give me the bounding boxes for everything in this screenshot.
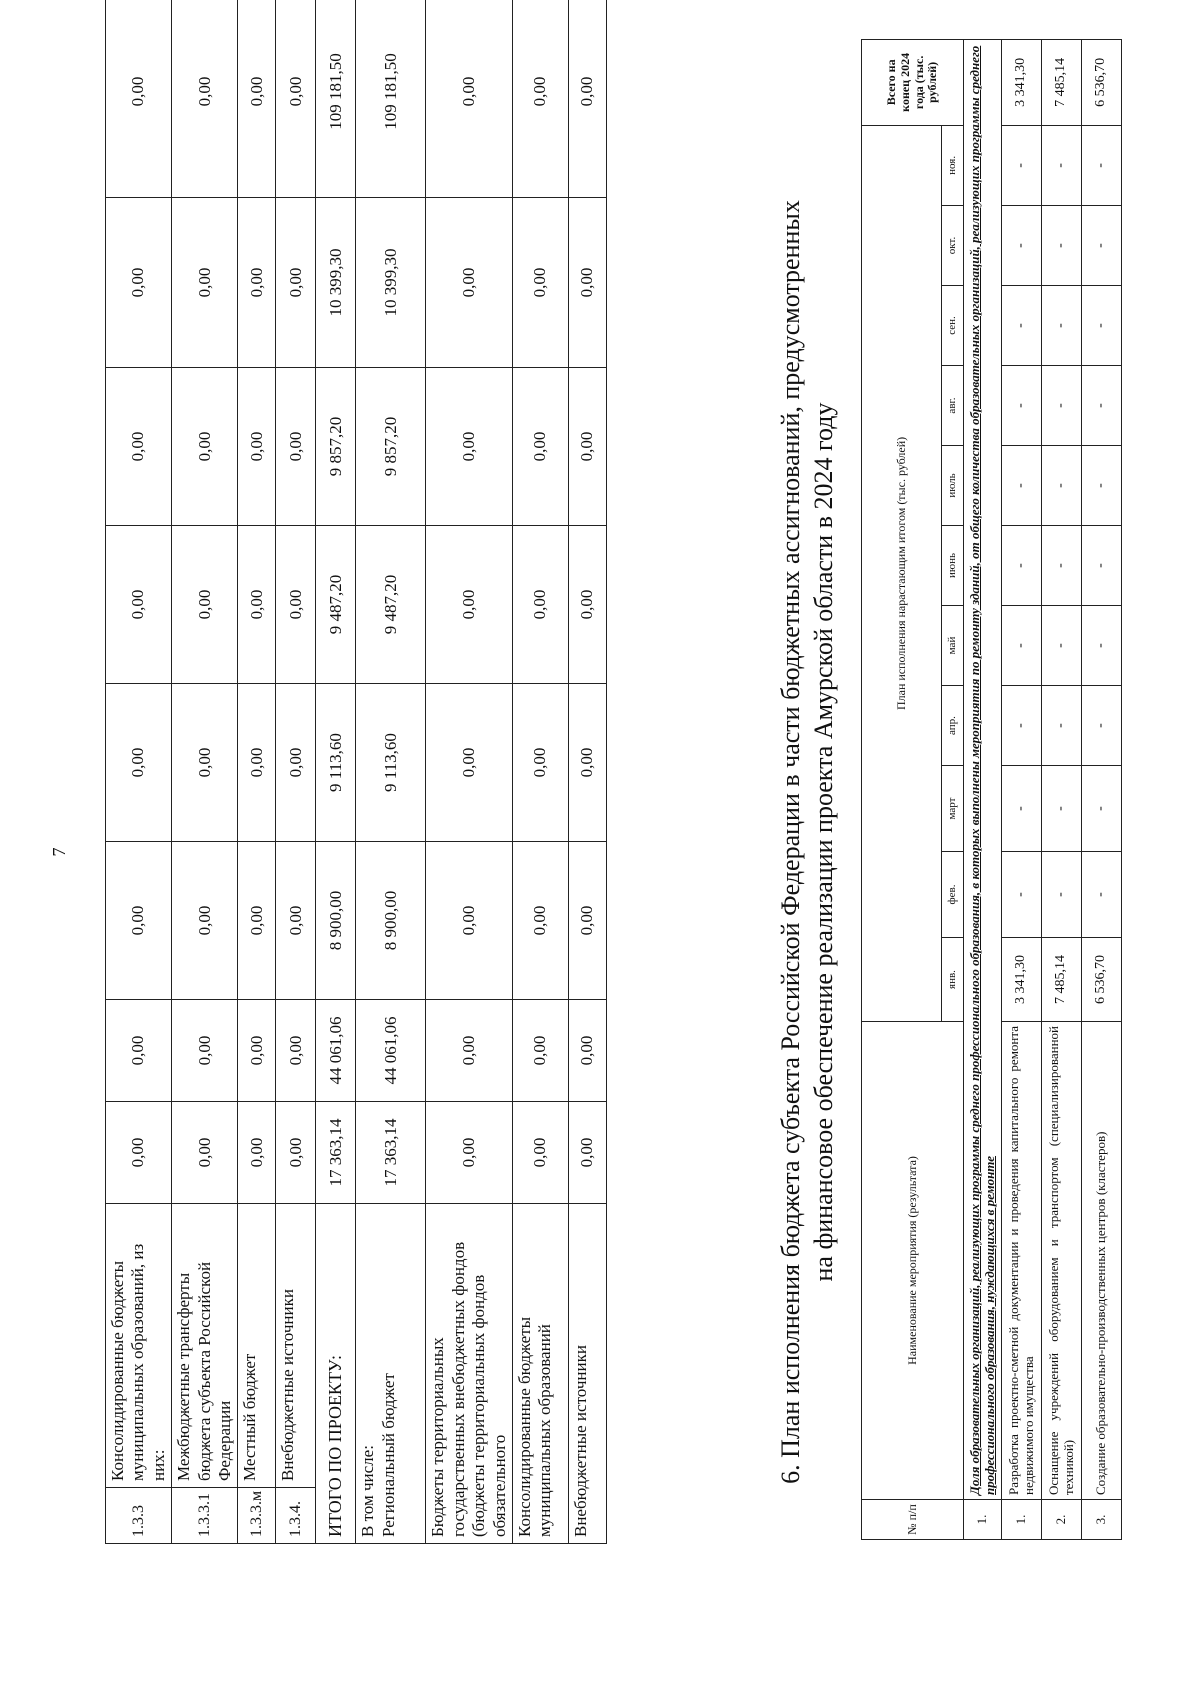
cell-value: 17 363,14: [316, 1102, 356, 1204]
cell-value: 109 181,50: [316, 0, 356, 198]
cell-value: 0,00: [276, 198, 316, 368]
cell-value: 0,00: [106, 842, 172, 1000]
cell-value: 17 363,14: [356, 1102, 426, 1204]
row-code: 1.3.3: [106, 1488, 172, 1544]
cell-value: 7 485,14: [1042, 938, 1082, 1022]
cell-value: 0,00: [238, 1000, 276, 1102]
cell-value: 9 857,20: [356, 368, 426, 526]
sub-row-label: Региональный бюджет: [378, 1373, 398, 1537]
row-num: 3.: [1082, 1500, 1122, 1540]
cell-dash: -: [1002, 766, 1042, 852]
cell-dash: -: [1002, 125, 1042, 205]
cell-value: 0,00: [568, 1102, 606, 1204]
cell-dash: -: [1002, 446, 1042, 526]
row-num: 1.: [1002, 1500, 1042, 1540]
header-plan: План исполнения нарастающим итогом (тыс. рублей): [862, 125, 942, 1021]
cell-value: 0,00: [512, 1000, 568, 1102]
cell-dash: -: [1082, 526, 1122, 606]
cell-value: 0,00: [512, 842, 568, 1000]
incl-header: В том числе:: [358, 1445, 378, 1537]
row-num: 2.: [1042, 1500, 1082, 1540]
cell-value: 0,00: [426, 368, 513, 526]
cell-value: 0,00: [512, 526, 568, 684]
cell-dash: -: [1042, 766, 1082, 852]
table-row: [426, 0, 513, 1544]
cell-dash: -: [1002, 852, 1042, 938]
table-row: [276, 0, 316, 1544]
cell-value: 10 399,30: [316, 198, 356, 368]
cell-value: 0,00: [426, 526, 513, 684]
month-header: окт.: [942, 206, 964, 286]
cell-total: 3 341,30: [1002, 39, 1042, 125]
cell-value: 0,00: [276, 684, 316, 842]
goal-num: 1.: [964, 1500, 1002, 1540]
cell-dash: -: [1082, 286, 1122, 366]
row-name: Разработка проектно-сметной документации и проведения капитального ремонта недвижимого имущества: [1002, 1022, 1042, 1500]
cell-dash: -: [1082, 606, 1122, 686]
cell-value: 0,00: [568, 684, 606, 842]
row-name: Создание образовательно-производственных центров (кластеров): [1082, 1022, 1122, 1500]
cell-dash: -: [1082, 852, 1122, 938]
row-code: 1.3.4.: [276, 1488, 316, 1544]
cell-dash: -: [1042, 526, 1082, 606]
table-row: [172, 0, 238, 1544]
cell-value: 0,00: [106, 1102, 172, 1204]
cell-total: 7 485,14: [1042, 39, 1082, 125]
cell-value: 0,00: [172, 0, 238, 198]
cell-value: 0,00: [426, 198, 513, 368]
cell-value: 0,00: [238, 0, 276, 198]
row-code: 1.3.3.м: [238, 1488, 276, 1544]
cell-value: 0,00: [106, 684, 172, 842]
cell-value: 0,00: [238, 368, 276, 526]
cell-value: 0,00: [512, 0, 568, 198]
page-number: 7: [49, 847, 69, 857]
row-label: [356, 1204, 426, 1544]
cell-value: 0,00: [238, 1102, 276, 1204]
cell-value: 0,00: [276, 1102, 316, 1204]
cell-dash: -: [1042, 686, 1082, 766]
cell-value: 0,00: [568, 368, 606, 526]
cell-dash: -: [1002, 366, 1042, 446]
goal-row: [964, 39, 1002, 1539]
table-row: [106, 0, 172, 1544]
cell-value: 0,00: [512, 198, 568, 368]
cell-value: 0,00: [172, 1000, 238, 1102]
cell-dash: -: [1002, 606, 1042, 686]
cell-value: 8 900,00: [356, 842, 426, 1000]
cell-dash: -: [1042, 852, 1082, 938]
table-row: [238, 0, 276, 1544]
header-name: Наименование мероприятия (результата): [862, 1022, 964, 1500]
header-num: № п/п: [862, 1500, 964, 1540]
section-title: 6. План исполнения бюджета субъекта Российской Федерации в части бюджетных ассигнований, предусмотренных на финансовое обеспечение реализации проекта Амурской области в 2024 году: [776, 200, 838, 1484]
cell-dash: -: [1082, 366, 1122, 446]
month-header: янв.: [942, 938, 964, 1022]
cell-value: 8 900,00: [316, 842, 356, 1000]
cell-dash: -: [1002, 686, 1042, 766]
cell-value: 0,00: [238, 684, 276, 842]
cell-value: 0,00: [238, 842, 276, 1000]
cell-value: 9 113,60: [356, 684, 426, 842]
row-label: Межбюджетные трансферты бюджета субъекта Российской Федерации: [172, 1204, 238, 1488]
cell-value: 0,00: [426, 842, 513, 1000]
row-label: Бюджеты территориальных государственных внебюджетных фондов (бюджеты территориальных фондов обязательного: [426, 1204, 513, 1544]
cell-value: 0,00: [238, 526, 276, 684]
document-page: [35, 32, 1165, 1672]
row-label: Местный бюджет: [238, 1204, 276, 1488]
cell-value: 9 113,60: [316, 684, 356, 842]
cell-value: 0,00: [276, 526, 316, 684]
cell-value: 0,00: [276, 842, 316, 1000]
cell-value: 0,00: [172, 684, 238, 842]
cell-value: 0,00: [568, 842, 606, 1000]
cell-value: 0,00: [568, 198, 606, 368]
cell-value: 6 536,70: [1082, 938, 1122, 1022]
header-row: [862, 39, 942, 1539]
cell-value: 109 181,50: [356, 0, 426, 198]
cell-dash: -: [1082, 766, 1122, 852]
cell-value: 3 341,30: [1002, 938, 1042, 1022]
cell-dash: -: [1042, 446, 1082, 526]
month-header: фев.: [942, 852, 964, 938]
month-header: май: [942, 606, 964, 686]
cell-value: 0,00: [568, 1000, 606, 1102]
cell-dash: -: [1042, 366, 1082, 446]
cell-value: 0,00: [426, 684, 513, 842]
cell-dash: -: [1082, 446, 1122, 526]
cell-dash: -: [1082, 206, 1122, 286]
budget-table: [105, 0, 607, 1544]
month-header: сен.: [942, 286, 964, 366]
table-row: [1002, 39, 1042, 1539]
table-row: [356, 0, 426, 1544]
goal-text: Доля образовательных организаций, реализующих программы среднего профессионального образования, в которых выполнены мероприятия по ремонту зданий, от общего количества образовательных организаций, реализующих программы среднего профессионального образования, нуждающихся в ремонте: [964, 39, 1002, 1499]
month-header: июнь: [942, 526, 964, 606]
cell-dash: -: [1082, 686, 1122, 766]
row-label: Консолидированные бюджеты муниципальных образований, из них:: [106, 1204, 172, 1488]
cell-dash: -: [1042, 125, 1082, 205]
cell-value: 0,00: [426, 1102, 513, 1204]
cell-dash: -: [1042, 286, 1082, 366]
header-total: Всего на конец 2024 года (тыс. рублей): [862, 39, 964, 125]
cell-value: 9 487,20: [316, 526, 356, 684]
cell-value: 0,00: [238, 198, 276, 368]
cell-total: 6 536,70: [1082, 39, 1122, 125]
cell-value: 0,00: [106, 198, 172, 368]
cell-value: 0,00: [568, 526, 606, 684]
row-name: Оснащение учреждений оборудованием и транспортом (специализированной техникой): [1042, 1022, 1082, 1500]
row-code: 1.3.3.1: [172, 1488, 238, 1544]
cell-value: 0,00: [276, 0, 316, 198]
execution-plan-table: [861, 39, 1122, 1540]
cell-value: 0,00: [106, 0, 172, 198]
row-label: Консолидированные бюджеты муниципальных образований: [512, 1204, 568, 1544]
cell-value: 10 399,30: [356, 198, 426, 368]
cell-value: 0,00: [276, 1000, 316, 1102]
table-row: [568, 0, 606, 1544]
cell-value: 44 061,06: [316, 1000, 356, 1102]
cell-dash: -: [1042, 206, 1082, 286]
cell-value: 0,00: [512, 368, 568, 526]
cell-value: 0,00: [172, 198, 238, 368]
cell-value: 0,00: [568, 0, 606, 198]
row-label: Внебюджетные источники: [568, 1204, 606, 1544]
cell-value: 9 487,20: [356, 526, 426, 684]
cell-value: 0,00: [426, 0, 513, 198]
cell-value: 0,00: [172, 1102, 238, 1204]
month-header: авг.: [942, 366, 964, 446]
cell-value: 9 857,20: [316, 368, 356, 526]
table-row: [512, 0, 568, 1544]
month-header: ноя.: [942, 125, 964, 205]
table-row: [1082, 39, 1122, 1539]
cell-value: 0,00: [106, 1000, 172, 1102]
cell-value: 0,00: [512, 1102, 568, 1204]
month-header: июль: [942, 446, 964, 526]
cell-value: 0,00: [426, 1000, 513, 1102]
cell-dash: -: [1002, 206, 1042, 286]
cell-dash: -: [1042, 606, 1082, 686]
cell-dash: -: [1002, 286, 1042, 366]
table-row: [1042, 39, 1082, 1539]
cell-dash: -: [1002, 526, 1042, 606]
total-label: ИТОГО ПО ПРОЕКТУ:: [316, 1204, 356, 1544]
cell-value: 0,00: [172, 368, 238, 526]
month-header: апр.: [942, 686, 964, 766]
cell-value: 0,00: [106, 526, 172, 684]
row-label: Внебюджетные источники: [276, 1204, 316, 1488]
month-header: март: [942, 766, 964, 852]
cell-value: 44 061,06: [356, 1000, 426, 1102]
cell-value: 0,00: [172, 842, 238, 1000]
cell-dash: -: [1082, 125, 1122, 205]
table-row-total: [316, 0, 356, 1544]
cell-value: 0,00: [512, 684, 568, 842]
cell-value: 0,00: [106, 368, 172, 526]
cell-value: 0,00: [172, 526, 238, 684]
cell-value: 0,00: [276, 368, 316, 526]
